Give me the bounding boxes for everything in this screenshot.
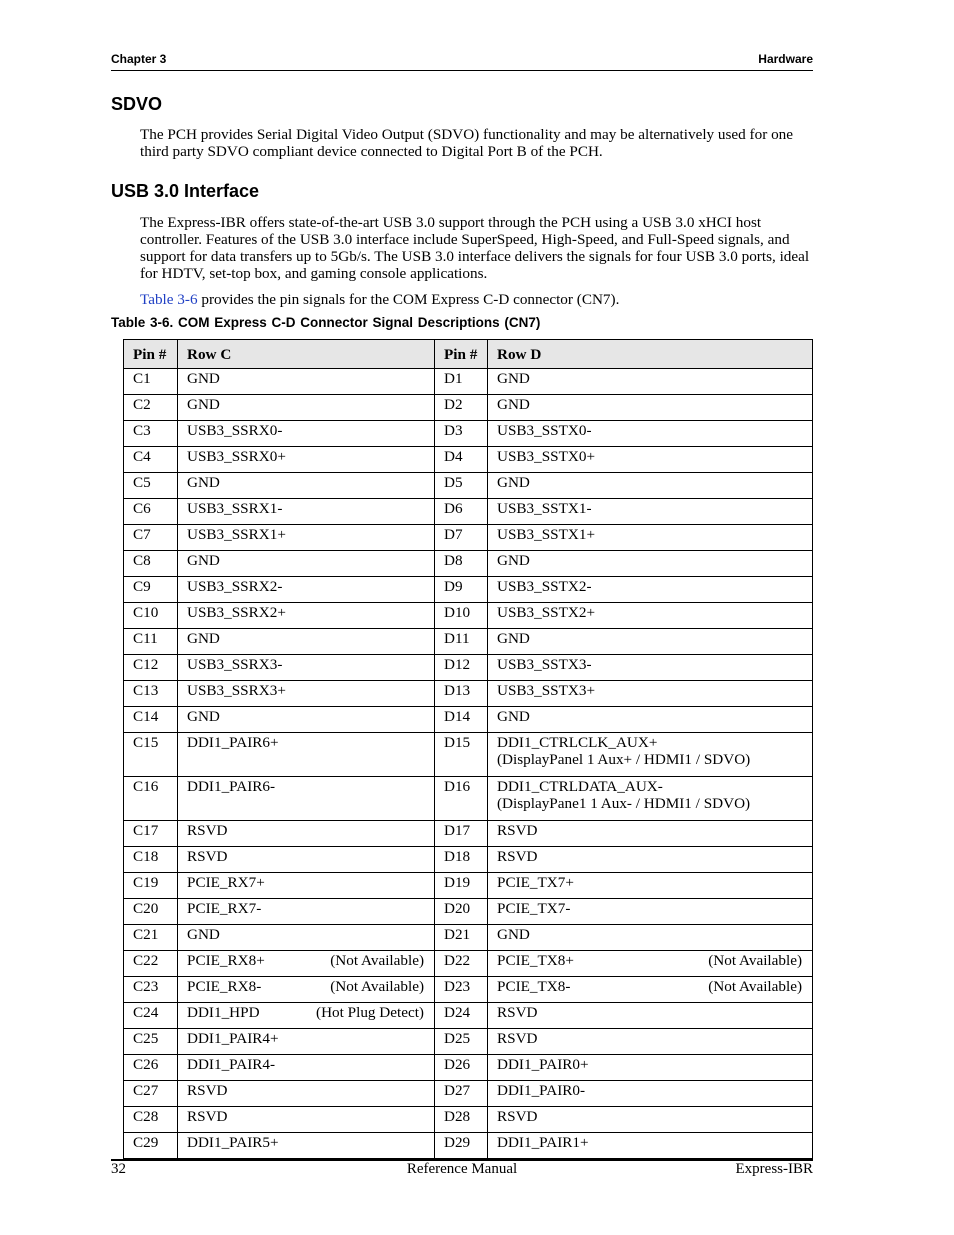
signal-name: USB3_SSRX3+ [187, 682, 286, 699]
column-header: Row C [178, 340, 435, 369]
signal-name: USB3_SSTX0- [497, 422, 592, 439]
signal-cell [488, 395, 813, 421]
signal-cell [178, 777, 435, 821]
pin-cell: C19 [124, 873, 178, 899]
table-row [124, 447, 813, 473]
table-row [124, 629, 813, 655]
signal-cell [178, 733, 435, 777]
signal-cell [178, 1081, 435, 1107]
signal-cell [178, 577, 435, 603]
pin-cell: D21 [435, 925, 488, 951]
paragraph-usb3: The Express-IBR offers state-of-the-art USB 3.0 support through the PCH using a USB 3.0 xHCI host controller. Features of the USB 3.0 interface include SuperSpeed, High-Speed, and Full-Speed signals, and support for data transfers up to 5Gb/s. The USB 3.0 interface delivers the signals for four USB 3.0 ports, ideal for HDTV, set-top box, and gaming console applications. [140, 214, 810, 282]
signal-name: USB3_SSTX2+ [497, 604, 596, 621]
signal-cell [488, 447, 813, 473]
signal-name: GND [497, 552, 530, 569]
table-row [124, 655, 813, 681]
signal-cell [488, 499, 813, 525]
signal-cell [488, 603, 813, 629]
signal-name: RSVD [497, 1108, 538, 1125]
signal-name: USB3_SSRX2+ [187, 604, 286, 621]
footer-title: Reference Manual [406, 1161, 518, 1177]
signal-name: GND [187, 396, 220, 413]
paragraph-sdvo: The PCH provides Serial Digital Video Output (SDVO) functionality and may be alternatively used for one third party SDVO compliant device connected to Digital Port B of the PCH. [140, 126, 793, 160]
signal-cell [488, 899, 813, 925]
pin-cell: C7 [124, 525, 178, 551]
table-row [124, 603, 813, 629]
table-row [124, 821, 813, 847]
signal-cell [178, 629, 435, 655]
pin-cell: C2 [124, 395, 178, 421]
signal-name: GND [187, 552, 220, 569]
pin-cell: C26 [124, 1055, 178, 1081]
signal-cell [488, 629, 813, 655]
signal-cell [178, 1133, 435, 1159]
column-header: Pin # [435, 340, 488, 369]
signal-name: DDI1_PAIR0+ [497, 1056, 589, 1073]
table-caption: Table 3-6. COM Express C-D Connector Signal Descriptions (CN7) [111, 315, 541, 330]
signal-name: GND [497, 474, 530, 491]
pin-cell: D1 [435, 369, 488, 395]
header-rule [111, 70, 813, 71]
pin-cell: D28 [435, 1107, 488, 1133]
signal-cell [178, 655, 435, 681]
signal-name: PCIE_TX7- [497, 900, 571, 917]
signal-cell [488, 777, 813, 821]
header-chapter: Chapter 3 [111, 52, 167, 66]
signal-name: PCIE_RX8- [187, 978, 262, 995]
header-section: Hardware [758, 52, 813, 66]
signal-note: (Hot Plug Detect) [316, 1004, 424, 1021]
signal-cell [178, 681, 435, 707]
heading-usb3: USB 3.0 Interface [111, 181, 260, 201]
pin-cell: C17 [124, 821, 178, 847]
signal-cell [488, 847, 813, 873]
table-row [124, 681, 813, 707]
pin-cell: C23 [124, 977, 178, 1003]
signal-cell [488, 977, 813, 1003]
table-row [124, 777, 813, 821]
signal-cell [488, 577, 813, 603]
signal-cell [488, 681, 813, 707]
pin-cell: C20 [124, 899, 178, 925]
signal-cell [178, 1003, 435, 1029]
signal-name: PCIE_TX8+ [497, 952, 574, 969]
signal-description: (DisplayPane1 1 Aux- / HDMI1 / SDVO) [497, 795, 751, 812]
signal-cell [178, 1029, 435, 1055]
pin-cell: D15 [435, 733, 488, 777]
pin-cell: D27 [435, 1081, 488, 1107]
signal-name: RSVD [187, 1108, 228, 1125]
signal-name: USB3_SSRX0+ [187, 448, 286, 465]
signal-cell [178, 473, 435, 499]
table-row [124, 577, 813, 603]
signal-name: DDI1_PAIR6- [187, 778, 276, 795]
signal-name: GND [187, 926, 220, 943]
pin-cell: C24 [124, 1003, 178, 1029]
table-row [124, 525, 813, 551]
signal-name: PCIE_RX7+ [187, 874, 265, 891]
signal-cell [178, 707, 435, 733]
pin-cell: D29 [435, 1133, 488, 1159]
pin-cell: C12 [124, 655, 178, 681]
signal-cell [178, 1107, 435, 1133]
table-row [124, 1107, 813, 1133]
signal-name: USB3_SSTX2- [497, 578, 592, 595]
pin-cell: C6 [124, 499, 178, 525]
signal-cell [178, 395, 435, 421]
signal-name: RSVD [497, 1030, 538, 1047]
signal-cell [178, 847, 435, 873]
signal-note: (Not Available) [330, 978, 424, 995]
signal-name: DDI1_PAIR1+ [497, 1134, 589, 1151]
signal-name: USB3_SSTX3- [497, 656, 592, 673]
pin-cell: D7 [435, 525, 488, 551]
pin-cell: C25 [124, 1029, 178, 1055]
signal-name: RSVD [497, 1004, 538, 1021]
table-row [124, 733, 813, 777]
table-row [124, 369, 813, 395]
pin-cell: D14 [435, 707, 488, 733]
pin-cell: D17 [435, 821, 488, 847]
pin-cell: C18 [124, 847, 178, 873]
signal-cell [488, 733, 813, 777]
table-row [124, 899, 813, 925]
signal-name: PCIE_RX7- [187, 900, 262, 917]
pin-cell: D26 [435, 1055, 488, 1081]
pin-cell: D3 [435, 421, 488, 447]
pin-cell: D10 [435, 603, 488, 629]
signal-cell [178, 899, 435, 925]
signal-name: USB3_SSRX1+ [187, 526, 286, 543]
signal-name: USB3_SSRX1- [187, 500, 283, 517]
table-row [124, 395, 813, 421]
signal-cell [488, 821, 813, 847]
signal-name: DDI1_CTRLDATA_AUX- [497, 778, 663, 795]
signal-name: RSVD [497, 848, 538, 865]
signal-cell [488, 421, 813, 447]
table-row [124, 499, 813, 525]
table-row [124, 421, 813, 447]
pin-cell: C4 [124, 447, 178, 473]
signal-cell [178, 447, 435, 473]
signal-name: PCIE_TX8- [497, 978, 571, 995]
pin-cell: C15 [124, 733, 178, 777]
signal-cell [178, 873, 435, 899]
page-number: 32 [111, 1161, 126, 1177]
footer-product: Express-IBR [735, 1161, 813, 1177]
reference-text: provides the pin signals for the COM Express C-D connector (CN7). [197, 291, 620, 308]
signal-name: GND [497, 396, 530, 413]
table-link[interactable]: Table 3-6 [140, 291, 198, 308]
pin-cell: D11 [435, 629, 488, 655]
signal-name: PCIE_RX8+ [187, 952, 265, 969]
signal-cell [488, 1029, 813, 1055]
signal-cell [178, 977, 435, 1003]
signal-name: GND [187, 474, 220, 491]
signal-description: (DisplayPanel 1 Aux+ / HDMI1 / SDVO) [497, 751, 751, 768]
signal-cell [178, 369, 435, 395]
column-header: Pin # [124, 340, 178, 369]
signal-cell [488, 1133, 813, 1159]
signal-name: USB3_SSTX0+ [497, 448, 596, 465]
pin-cell: C11 [124, 629, 178, 655]
table-row [124, 473, 813, 499]
heading-sdvo: SDVO [111, 94, 163, 114]
pin-cell: D4 [435, 447, 488, 473]
pin-cell: C14 [124, 707, 178, 733]
pin-cell: C16 [124, 777, 178, 821]
signal-cell [488, 925, 813, 951]
signal-name: USB3_SSRX0- [187, 422, 283, 439]
signal-cell [488, 873, 813, 899]
signal-note: (Not Available) [708, 978, 802, 995]
signal-cell [178, 603, 435, 629]
table-reference-sentence [140, 291, 814, 308]
pin-cell: C29 [124, 1133, 178, 1159]
signal-name: DDI1_PAIR4- [187, 1056, 276, 1073]
signal-name: RSVD [497, 822, 538, 839]
pin-cell: C13 [124, 681, 178, 707]
signal-name: GND [497, 370, 530, 387]
signal-cell [178, 421, 435, 447]
pin-cell: D9 [435, 577, 488, 603]
pin-cell: D2 [435, 395, 488, 421]
table-row [124, 847, 813, 873]
pin-cell: C21 [124, 925, 178, 951]
table-row [124, 551, 813, 577]
pin-cell: D19 [435, 873, 488, 899]
pin-cell: D16 [435, 777, 488, 821]
pin-cell: D12 [435, 655, 488, 681]
signal-cell [488, 951, 813, 977]
table-row [124, 873, 813, 899]
pin-cell: C22 [124, 951, 178, 977]
table-row [124, 1055, 813, 1081]
table-body [124, 369, 813, 1159]
table-header-row [124, 340, 813, 369]
signal-cell [488, 707, 813, 733]
column-header: Row D [488, 340, 813, 369]
table-row [124, 925, 813, 951]
signal-note: (Not Available) [330, 952, 424, 969]
pin-cell: D13 [435, 681, 488, 707]
signal-name: RSVD [187, 848, 228, 865]
table-row [124, 1029, 813, 1055]
signal-name: USB3_SSRX2- [187, 578, 283, 595]
pin-cell: D5 [435, 473, 488, 499]
signal-cell [178, 499, 435, 525]
pin-cell: D25 [435, 1029, 488, 1055]
signal-name: USB3_SSTX1+ [497, 526, 596, 543]
signal-cell [178, 925, 435, 951]
pin-cell: D20 [435, 899, 488, 925]
signal-name: DDI1_PAIR6+ [187, 734, 279, 751]
signal-cell [488, 525, 813, 551]
signal-cell [488, 1055, 813, 1081]
signal-name: DDI1_HPD [187, 1004, 260, 1021]
signal-name: RSVD [187, 822, 228, 839]
signal-name: DDI1_PAIR0- [497, 1082, 586, 1099]
signal-cell [488, 1003, 813, 1029]
table-row [124, 951, 813, 977]
signal-name: GND [497, 708, 530, 725]
pin-cell: D18 [435, 847, 488, 873]
signal-name: GND [187, 630, 220, 647]
signal-cell [488, 1081, 813, 1107]
pin-cell: D8 [435, 551, 488, 577]
signal-name: GND [187, 370, 220, 387]
pin-cell: D23 [435, 977, 488, 1003]
signal-cell [178, 821, 435, 847]
signal-name: GND [497, 630, 530, 647]
signal-cell [488, 473, 813, 499]
table-row [124, 707, 813, 733]
signal-cell [488, 1107, 813, 1133]
signal-name: RSVD [187, 1082, 228, 1099]
signal-name: USB3_SSTX1- [497, 500, 592, 517]
signal-name: USB3_SSRX3- [187, 656, 283, 673]
signal-cell [178, 951, 435, 977]
signal-name: PCIE_TX7+ [497, 874, 574, 891]
pin-cell: C5 [124, 473, 178, 499]
pin-cell: D6 [435, 499, 488, 525]
signal-cell [178, 1055, 435, 1081]
pin-cell: C9 [124, 577, 178, 603]
signal-name: USB3_SSTX3+ [497, 682, 596, 699]
pin-cell: D24 [435, 1003, 488, 1029]
pin-cell: D22 [435, 951, 488, 977]
signal-name: DDI1_CTRLCLK_AUX+ [497, 734, 658, 751]
signal-note: (Not Available) [708, 952, 802, 969]
signal-cell [488, 369, 813, 395]
table-row [124, 977, 813, 1003]
signal-cell [178, 551, 435, 577]
pin-cell: C27 [124, 1081, 178, 1107]
pin-cell: C8 [124, 551, 178, 577]
signal-table [123, 339, 813, 1159]
table-row [124, 1003, 813, 1029]
signal-cell [488, 551, 813, 577]
signal-name: GND [497, 926, 530, 943]
table-row [124, 1133, 813, 1159]
table-row [124, 1081, 813, 1107]
signal-cell [178, 525, 435, 551]
pin-cell: C10 [124, 603, 178, 629]
pin-cell: C3 [124, 421, 178, 447]
pin-cell: C28 [124, 1107, 178, 1133]
running-header [111, 52, 813, 66]
signal-name: DDI1_PAIR5+ [187, 1134, 279, 1151]
signal-cell [488, 655, 813, 681]
signal-name: DDI1_PAIR4+ [187, 1030, 279, 1047]
signal-name: GND [187, 708, 220, 725]
pin-cell: C1 [124, 369, 178, 395]
